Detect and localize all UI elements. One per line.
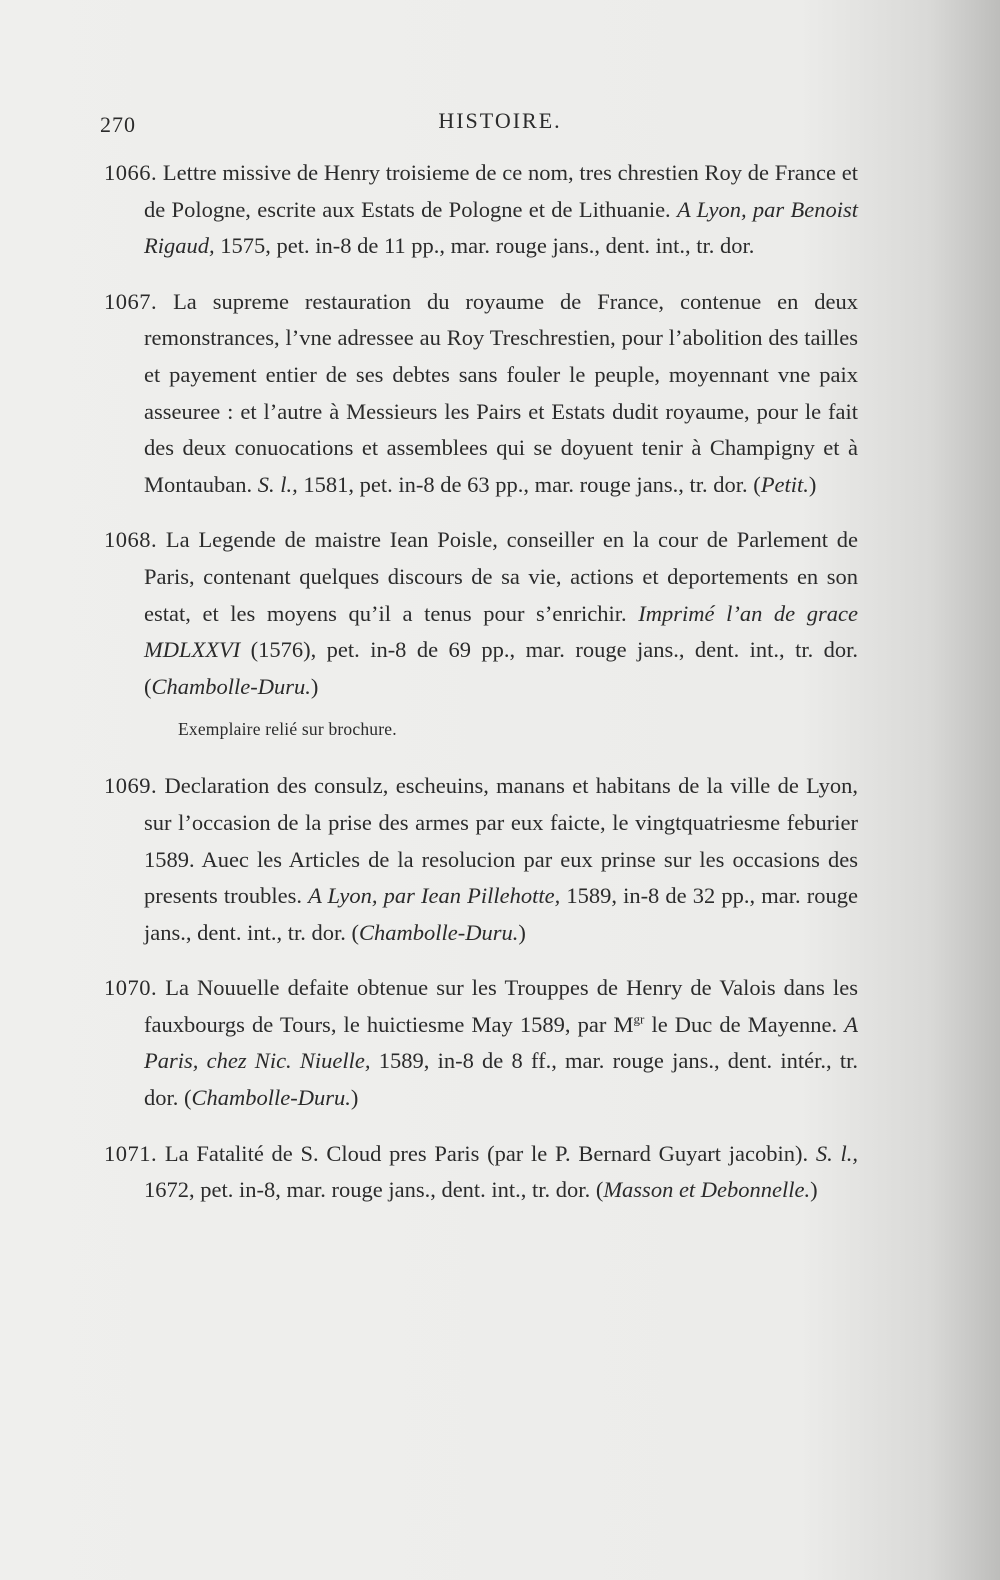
entry-imprint: S. l., [257,471,298,497]
entry-number: 1067. [104,288,158,314]
entry-number: 1070. [104,975,158,1001]
entry-title: La Legende de maistre Iean Poisle, conseiller en la cour de Parlement de Paris, contenant quelques discours de sa vie, actions et deportements en son estat, et les moyens qu’il a tenus pour s’enrichir. [144,527,859,626]
catalogue-entry-1071 [104,1136,858,1209]
entry-number: 1071. [104,1140,158,1166]
running-title: HISTOIRE. [438,108,562,133]
entry-title: La Fatalité de S. Cloud pres Paris (par le P. Bernard Guyart jacobin). [164,1140,816,1166]
entry-description: 1575, pet. in-8 de 11 pp., mar. rouge jans., dent. int., tr. dor. [214,233,755,259]
entry-imprint: S. l., [815,1140,858,1166]
catalogue-entry-1070 [104,970,858,1116]
entry-binder: Chambolle-Duru. [358,919,519,945]
catalogue-entry-1068 [104,522,858,705]
entry-description: 1672, pet. in-8, mar. rouge jans., dent. int., tr. dor. ( [144,1177,604,1203]
entry-description: (1576), pet. in-8 de 69 pp., mar. rouge jans., dent. int., tr. dor. ( [144,637,858,699]
entry-close: ) [808,471,817,497]
entry-title: La Nouuelle defaite obtenue sur les Trouppes de Henry de Valois dans les fauxbourgs de Tours, le huictiesme May 1589, par M [144,975,858,1037]
entry-imprint: Imprimé l’an de grace MDLXXVI [144,600,858,663]
entry-title: La supreme restauration du royaume de France, contenue en deux remonstrances, l’vne adressee au Roy Treschrestien, pour l’abolition des tailles et payement entier de ses debtes sans fouler le peuple, moyennant vne paix asseuree : et l’autre à Messieurs les Pairs et Estats dudit royaume, pour le fait des deux conuocations et assemblees qui se doyuent tenir à Champigny et à Montauban. [144,288,859,497]
entry-close: ) [310,673,319,699]
entry-description: 1589, in-8 de 32 pp., mar. rouge jans., dent. int., tr. dor. ( [144,883,858,945]
entry-close: ) [518,919,526,945]
entry-close: ) [810,1177,818,1203]
entry-description: 1581, pet. in-8 de 63 pp., mar. rouge jans., tr. dor. ( [297,471,761,497]
entry-binder: Petit. [760,471,809,497]
catalogue-entries [104,155,858,1228]
entry-binder: Masson et Debonnelle. [603,1177,811,1203]
entry-title: Declaration des consulz, escheuins, manans et habitans de la ville de Lyon, sur l’occasion de la prise des armes par eux faicte, le vingtquatriesme feburier 1589. Auec les Articles de la resolucion par eux prinse sur les occasions des presents troubles. [144,773,859,909]
entry-imprint: A Lyon, par Benoist Rigaud, [144,196,858,259]
entry-number: 1069. [104,773,158,799]
entry-binder: Chambolle-Duru. [191,1085,351,1111]
entry-close: ) [350,1085,359,1111]
entry-binder: Chambolle-Duru. [151,673,311,699]
entry-imprint: A Lyon, par Iean Pillehotte, [308,883,561,909]
entry-title: Lettre missive de Henry troisieme de ce nom, tres chrestien Roy de France et de Pologne, escrite aux Estats de Pologne et de Lithuanie. [144,160,858,222]
entry-description: 1589, in-8 de 8 ff., mar. rouge jans., dent. intér., tr. dor. ( [144,1048,858,1111]
catalogue-entry-1067 [104,284,858,504]
entry-superscript: gr [633,1011,645,1027]
entry-number: 1066. [104,160,158,185]
catalogue-entry-1066 [104,155,858,265]
page-header [100,108,900,138]
entry-note: Exemplaire relié sur brochure. [178,719,397,740]
page-number: 270 [100,112,136,137]
entry-imprint: A Paris, chez Nic. Niuelle, [144,1011,858,1074]
catalogue-entry-1069 [104,768,858,951]
entry-number: 1068. [104,527,158,553]
entry-title-end: le Duc de Mayenne. [644,1011,845,1037]
